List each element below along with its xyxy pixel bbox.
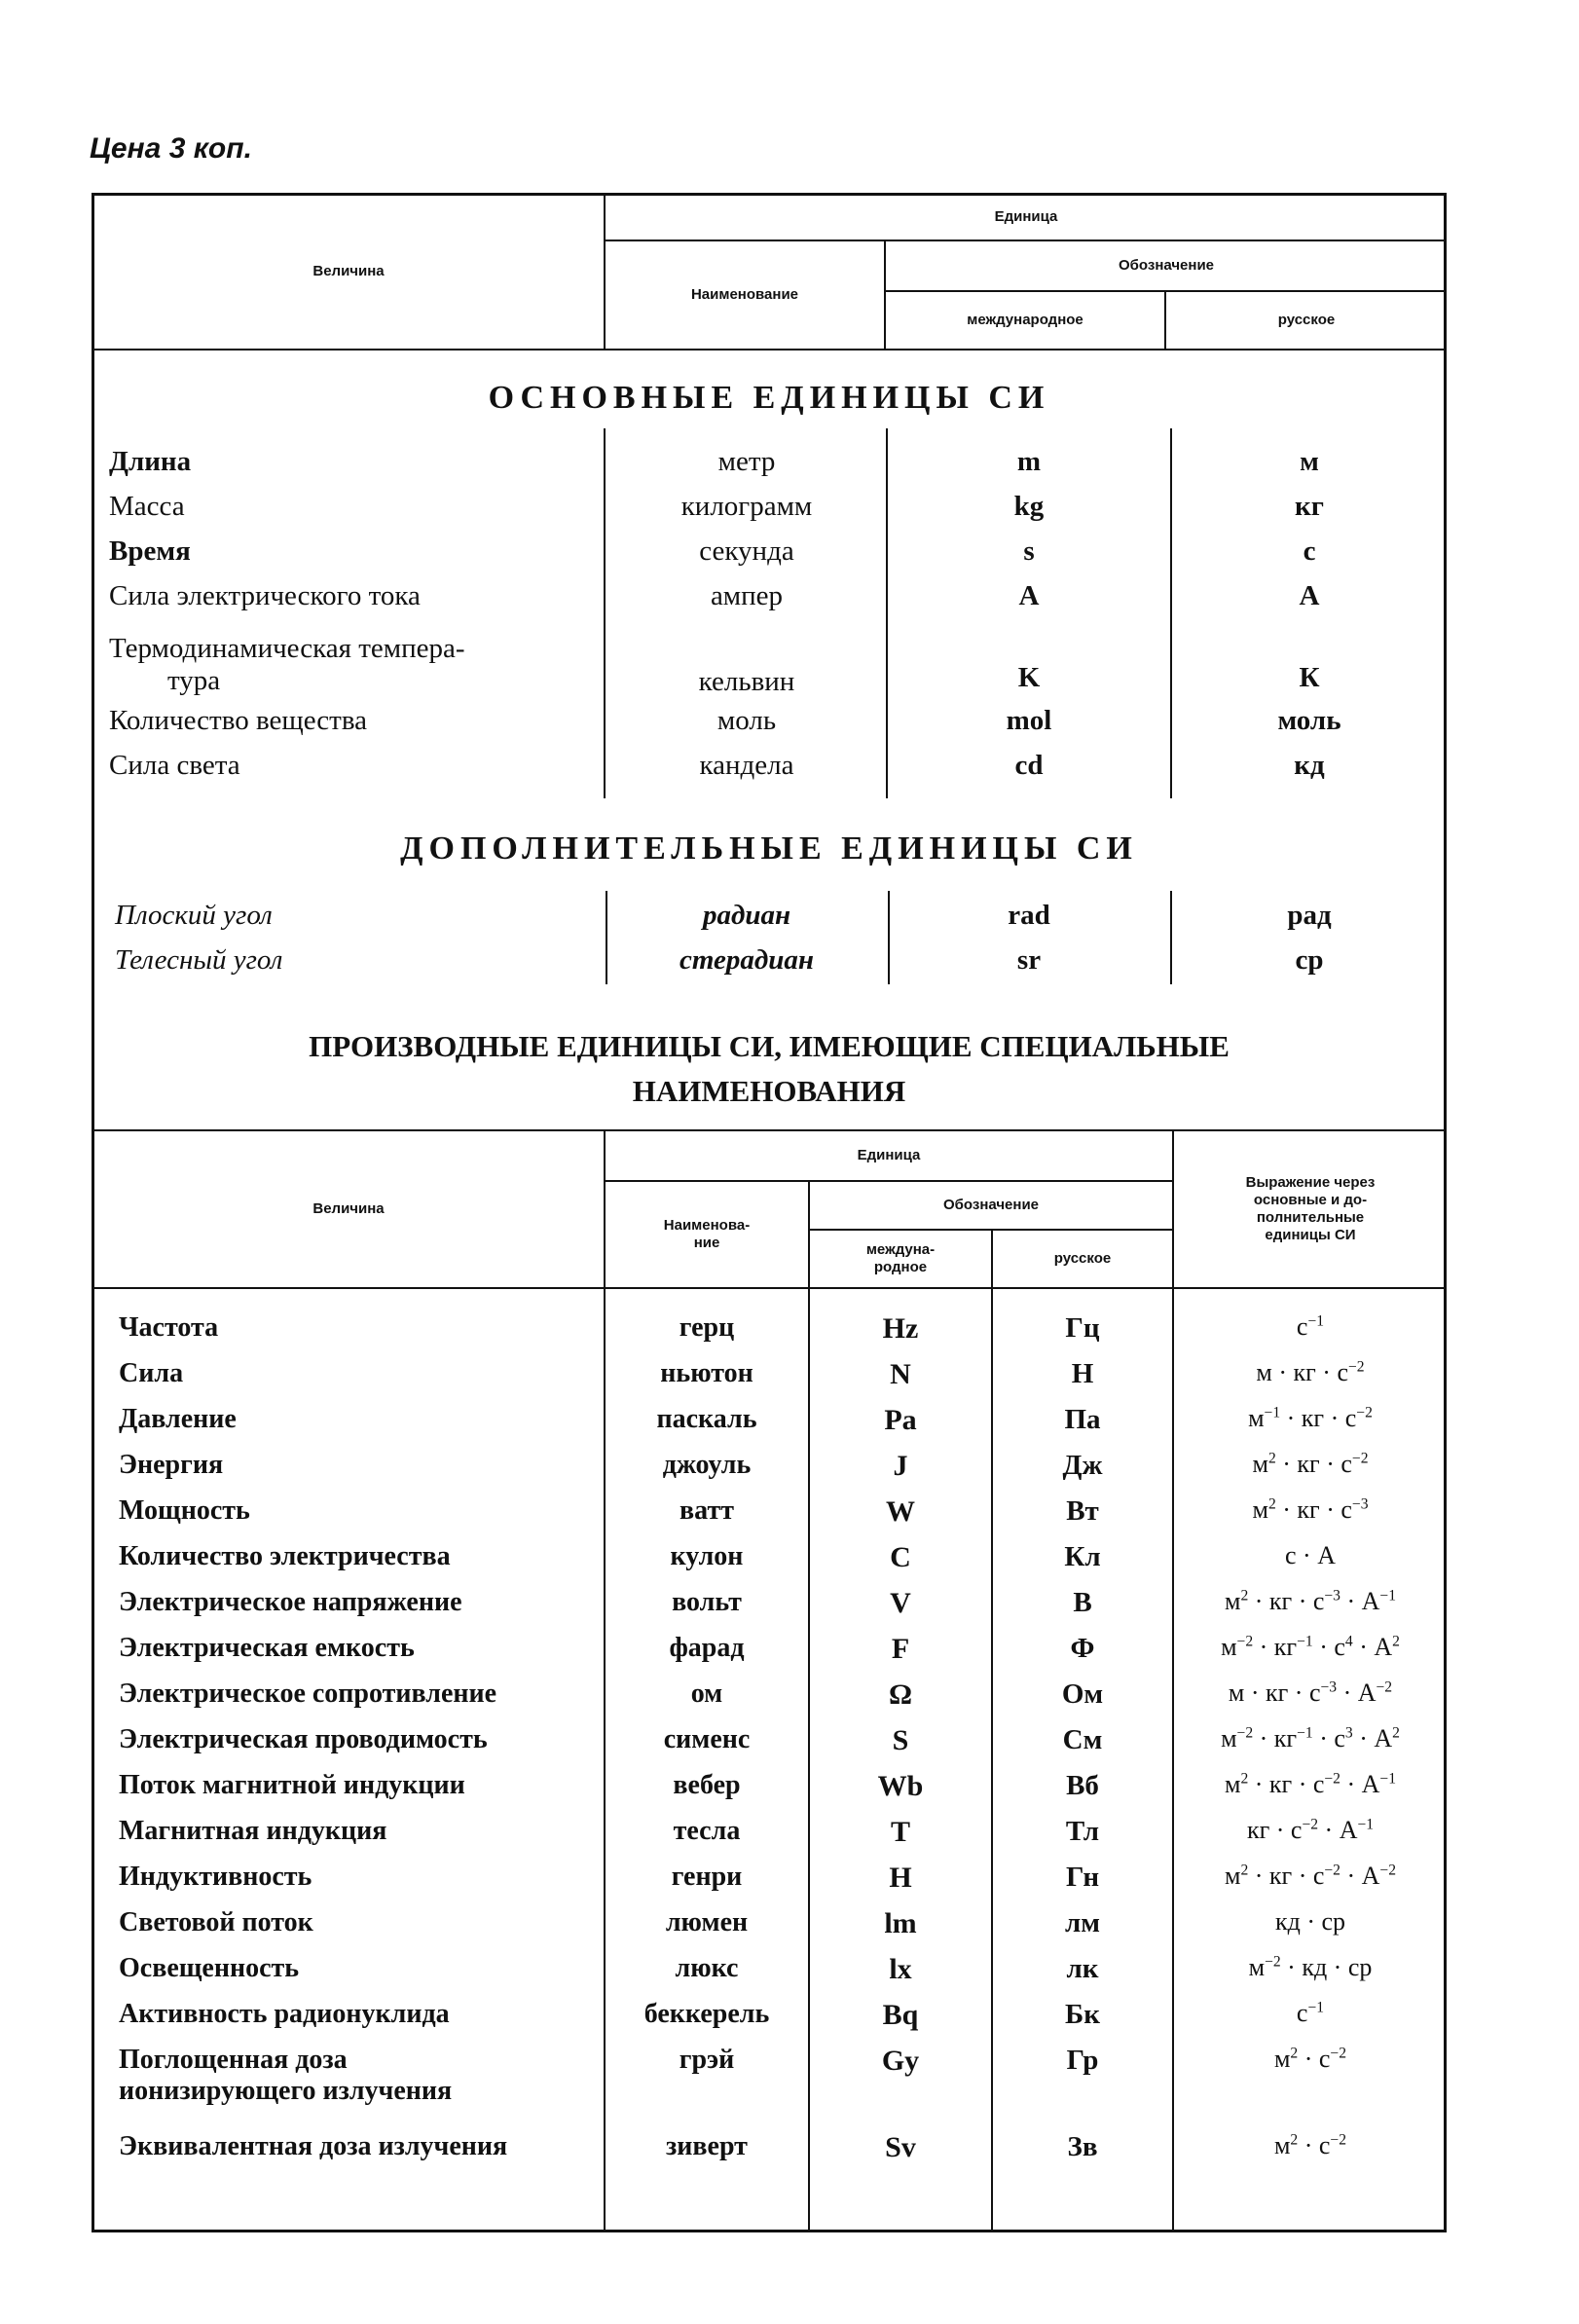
table-row [92, 1678, 1447, 1724]
intl-symbol: kg [1013, 491, 1045, 522]
quantity-label [119, 1358, 183, 1389]
si-expression: $м^2$ · кг · $с^{-2} \cdot А^{-1}$ [1224, 1770, 1397, 1798]
price-label: Цена 3 коп. [90, 132, 252, 165]
quantity-text: Поглощенная доза [119, 2045, 348, 2075]
table-row [92, 1541, 1447, 1587]
unit-name: ньютон [660, 1358, 753, 1388]
unit-name: метр [717, 446, 776, 477]
unit-name: джоуль [662, 1450, 752, 1480]
si-expression: $м^2$ · кг · $с^{-2}$ [1252, 1450, 1369, 1478]
rus-symbol: с [1303, 535, 1316, 567]
table-row [92, 900, 1447, 942]
intl-symbol: N [890, 1358, 911, 1390]
quantity-text: Световой поток [119, 1907, 313, 1937]
header-russian: русское [1277, 312, 1336, 328]
quantity-label [109, 705, 367, 737]
quantity-text: Частота [119, 1312, 219, 1343]
quantity-text-cont: тура [167, 665, 221, 696]
si-expression: $м^2$ · кг · $с^{-3}$ [1252, 1495, 1369, 1524]
table-row [92, 1816, 1447, 1862]
rus-symbol: рад [1287, 900, 1332, 931]
quantity-text: Термодинамическая темпера- [109, 633, 465, 664]
quantity-label [109, 446, 191, 478]
quantity-label [109, 633, 465, 697]
intl-symbol: W [886, 1495, 915, 1528]
unit-name: ом [690, 1678, 723, 1709]
derived-header-name [606, 1182, 808, 1287]
rus-symbol: моль [1277, 705, 1341, 736]
rus-symbol: Зв [1067, 2131, 1098, 2162]
derived-header-expression [1174, 1131, 1447, 1287]
intl-symbol: lm [884, 1907, 917, 1939]
quantity-label [119, 1404, 237, 1435]
intl-symbol: m [1016, 446, 1042, 477]
rus-symbol: Дж [1062, 1450, 1103, 1481]
quantity-text: Активность радионуклида [119, 1999, 450, 2029]
quantity-label [109, 750, 240, 782]
intl-symbol: C [890, 1541, 911, 1573]
unit-name: беккерель [643, 1999, 770, 2029]
quantity-label [119, 1587, 462, 1618]
rus-symbol: См [1062, 1724, 1103, 1755]
rus-symbol: Вб [1066, 1770, 1099, 1801]
intl-symbol: mol [1006, 705, 1052, 736]
unit-name: грэй [679, 2045, 735, 2075]
rus-symbol: Гц [1065, 1312, 1100, 1344]
rus-symbol: А [1299, 580, 1320, 611]
rus-symbol: Гр [1066, 2045, 1099, 2076]
header-quantity: Величина [312, 263, 385, 279]
quantity-label [119, 1816, 386, 1847]
table-row [92, 1404, 1447, 1450]
unit-name: паскаль [656, 1404, 757, 1434]
unit-name: килограмм [680, 491, 813, 522]
quantity-text: Поток магнитной индукции [119, 1770, 465, 1800]
quantity-text-cont: ионизирующего излучения [119, 2076, 453, 2106]
quantity-label [119, 2131, 507, 2162]
rus-symbol: Н [1071, 1358, 1094, 1389]
section-title-derived-line2: НАИМЕНОВАНИЯ [632, 1074, 906, 1108]
table-row [92, 944, 1447, 987]
derived-header-expr-line4: единицы СИ [1265, 1227, 1356, 1243]
derived-header-expr-line2: основные и до- [1253, 1192, 1368, 1208]
quantity-label [119, 1495, 250, 1527]
quantity-label [119, 1724, 488, 1755]
table-row [92, 580, 1447, 639]
si-expression: $м^2 \cdot с^{-2}$ [1273, 2131, 1347, 2159]
quantity-text: Электрическое сопротивление [119, 1678, 497, 1709]
rus-symbol: Гн [1065, 1862, 1100, 1893]
section-title-derived [92, 1024, 1447, 1114]
quantity-text: Освещенность [119, 1953, 300, 1983]
intl-symbol: Sv [885, 2131, 916, 2163]
quantity-text: Мощность [119, 1495, 250, 1526]
unit-name: стерадиан [679, 944, 815, 976]
quantity-text: Энергия [119, 1450, 224, 1480]
section-title-base: ОСНОВНЫЕ ЕДИНИЦЫ СИ [488, 380, 1050, 416]
quantity-label [109, 535, 191, 568]
rus-symbol: Вт [1066, 1495, 1099, 1527]
table-row [92, 750, 1447, 808]
si-expression: $м^2$ · кг · $с^{-2} \cdot А^{-2}$ [1224, 1862, 1397, 1890]
si-expression: $с^{-1}$ [1296, 1999, 1325, 2027]
quantity-label: Плоский угол [115, 900, 273, 931]
section-title-derived-line1: ПРОИЗВОДНЫЕ ЕДИНИЦЫ СИ, ИМЕЮЩИЕ СПЕЦИАЛЬНЫЕ [309, 1029, 1230, 1063]
rus-symbol: кд [1294, 750, 1325, 781]
quantity-label [119, 1770, 465, 1801]
quantity-label: Телесный угол [115, 944, 283, 976]
derived-header-unit: Единица [857, 1147, 921, 1163]
intl-symbol: J [893, 1450, 908, 1482]
quantity-label [119, 1953, 299, 1984]
quantity-text: Электрическое напряжение [119, 1587, 462, 1617]
rus-symbol: лм [1064, 1907, 1101, 1938]
header-unit: Единица [994, 208, 1058, 225]
intl-symbol: S [892, 1724, 909, 1756]
rus-symbol: Ом [1061, 1678, 1104, 1710]
table-row [92, 1770, 1447, 1816]
si-expression: $м^{-2} \cdot кг^{-1} \cdot с^4 \cdot А^2$ [1221, 1633, 1400, 1661]
quantity-label [109, 580, 421, 612]
table-row [92, 1358, 1447, 1404]
intl-symbol: A [1018, 580, 1040, 611]
si-expression: $м^{-2}$ · кд · ср [1248, 1953, 1373, 1981]
quantity-text: Масса [109, 491, 185, 522]
intl-symbol: lx [889, 1953, 912, 1985]
intl-symbol: s [1023, 535, 1035, 567]
quantity-label [119, 1450, 223, 1481]
derived-header-name-line2: ние [693, 1235, 720, 1251]
table-row [92, 1999, 1447, 2045]
table-row [92, 633, 1447, 697]
intl-symbol: Bq [882, 1999, 919, 2031]
table-row [92, 2045, 1447, 2106]
quantity-text: Количество вещества [109, 705, 368, 736]
rus-symbol: Па [1064, 1404, 1101, 1435]
quantity-text: Электрическая проводимость [119, 1724, 488, 1754]
intl-symbol: Pa [884, 1404, 917, 1436]
intl-symbol: F [891, 1633, 910, 1665]
quantity-text: Давление [119, 1404, 237, 1434]
quantity-label [119, 1999, 450, 2030]
derived-header-expr-line3: полнительные [1256, 1209, 1365, 1226]
quantity-text: Длина [109, 446, 192, 477]
derived-header-russian: русское [1053, 1250, 1112, 1267]
intl-symbol: V [890, 1587, 911, 1619]
si-expression: м · кг · $с^{-3} \cdot А^{-2}$ [1228, 1678, 1393, 1707]
quantity-label [119, 1312, 218, 1344]
unit-name: генри [671, 1862, 743, 1892]
table-row [92, 1724, 1447, 1770]
unit-name: ампер [710, 580, 784, 611]
derived-header-expr-line1: Выражение через [1245, 1174, 1376, 1191]
rus-symbol: В [1073, 1587, 1092, 1618]
unit-name: герц [679, 1312, 735, 1343]
intl-symbol: H [889, 1862, 912, 1894]
table-row [92, 1312, 1447, 1358]
unit-name: ватт [679, 1495, 734, 1526]
intl-symbol: T [890, 1816, 910, 1848]
quantity-label [119, 1633, 415, 1664]
rus-symbol: Тл [1065, 1816, 1100, 1847]
quantity-text: Индуктивность [119, 1862, 312, 1892]
section-title-supplementary: ДОПОЛНИТЕЛЬНЫЕ ЕДИНИЦЫ СИ [400, 830, 1138, 867]
derived-header-intl-line2: родное [873, 1259, 928, 1275]
si-expression: $м^2$ · кг · $с^{-3} \cdot А^{-1}$ [1224, 1587, 1397, 1615]
table-row [92, 1633, 1447, 1678]
table-row [92, 1495, 1447, 1541]
rus-symbol: ср [1295, 944, 1324, 976]
unit-name: моль [716, 705, 777, 736]
unit-name: секунда [699, 535, 794, 567]
intl-symbol: sr [1016, 944, 1042, 976]
derived-header-intl-line1: междуна- [865, 1241, 936, 1258]
intl-symbol: rad [1008, 900, 1050, 931]
table-row [92, 1587, 1447, 1633]
unit-name: зиверт [666, 2131, 748, 2161]
quantity-label [119, 1541, 451, 1572]
header-designation: Обозначение [1118, 257, 1215, 274]
rus-symbol: кг [1295, 491, 1324, 522]
si-expression: м · кг · $с^{-2}$ [1256, 1358, 1365, 1386]
unit-name: вольт [672, 1587, 742, 1617]
header-name: Наименование [690, 286, 799, 303]
quantity-text: Сила электрического тока [109, 580, 421, 611]
quantity-label [119, 1907, 313, 1938]
unit-name: люкс [675, 1953, 739, 1983]
quantity-label [119, 1678, 496, 1710]
rus-symbol: К [1299, 662, 1320, 693]
intl-symbol: K [1017, 662, 1041, 693]
quantity-text: Сила [119, 1358, 184, 1388]
intl-symbol: Hz [882, 1312, 919, 1345]
rus-symbol: лк [1066, 1953, 1099, 1984]
quantity-text: Время [109, 535, 191, 567]
unit-name: радиан [702, 900, 791, 931]
derived-header-name-line1: Наименова- [663, 1217, 751, 1234]
intl-symbol: cd [1014, 750, 1044, 781]
rus-symbol: м [1300, 446, 1319, 477]
si-expression: $с^{-1}$ [1296, 1312, 1325, 1341]
si-expression: $м^{-1}$ · кг · $с^{-2}$ [1248, 1404, 1373, 1432]
unit-name: люмен [665, 1907, 749, 1937]
intl-symbol: Ω [888, 1678, 913, 1711]
derived-header-designation: Обозначение [942, 1197, 1040, 1213]
derived-header-international [810, 1231, 991, 1287]
quantity-label [109, 491, 185, 523]
unit-name: кельвин [698, 666, 795, 697]
quantity-label [119, 2045, 452, 2107]
unit-name: кулон [670, 1541, 744, 1571]
si-expression: $м^2 \cdot с^{-2}$ [1273, 2045, 1347, 2073]
derived-header-quantity: Величина [312, 1200, 385, 1217]
rus-symbol: Бк [1065, 1999, 1100, 2030]
quantity-text: Сила света [109, 750, 240, 781]
table-row [92, 1862, 1447, 1907]
unit-name: вебер [673, 1770, 741, 1800]
si-expression: кд · ср [1274, 1907, 1346, 1936]
unit-name: тесла [673, 1816, 741, 1846]
unit-name: кандела [699, 750, 794, 781]
derived-header-bottom-rule [92, 1287, 1447, 1289]
quantity-text: Эквивалентная доза излучения [119, 2131, 508, 2161]
si-expression: $м^{-2} \cdot кг^{-1} \cdot с^3 \cdot А^2$ [1221, 1724, 1400, 1752]
quantity-text: Электрическая емкость [119, 1633, 415, 1663]
si-expression: с · А [1285, 1541, 1336, 1569]
table-row [92, 1450, 1447, 1495]
table-row [92, 2131, 1447, 2177]
quantity-text: Количество электричества [119, 1541, 451, 1571]
si-expression: кг · $с^{-2} \cdot А^{-1}$ [1246, 1816, 1375, 1844]
rus-symbol: Кл [1064, 1541, 1101, 1572]
table-row [92, 1907, 1447, 1953]
header-international: международное [967, 312, 1083, 328]
unit-name: фарад [669, 1633, 745, 1663]
intl-symbol: Gy [881, 2045, 920, 2077]
table-row [92, 1953, 1447, 1999]
unit-name: сименс [663, 1724, 751, 1754]
quantity-label [119, 1862, 312, 1893]
header-bottom-rule [92, 349, 1447, 350]
quantity-text: Магнитная индукция [119, 1816, 387, 1846]
intl-symbol: Wb [877, 1770, 924, 1802]
rus-symbol: Ф [1070, 1633, 1095, 1664]
